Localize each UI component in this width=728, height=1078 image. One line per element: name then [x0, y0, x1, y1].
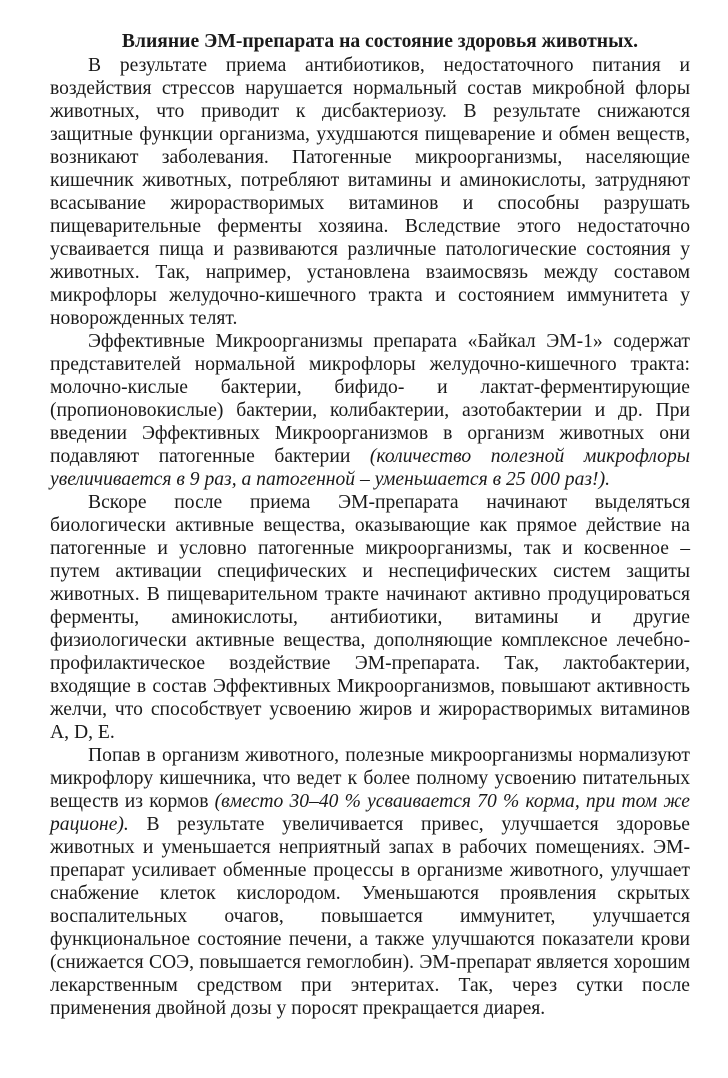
paragraph-text: В результате приема антибиотиков, недостаточного питания и воздействия стрессов нарушается нормальный состав микробной флоры животных, что приводит к дисбактериозу. В результате снижаются защитные функции организма, ухудшаются пищеварение и обмен веществ, возникают заболевания. Патогенные микроорганизмы, населяющие кишечник животных, потребляют витамины и аминокислоты, затрудняют всасывание жирорастворимых витаминов и способны разрушать пищеварительные ферменты хозяина. Вследствие этого недостаточно усваивается пища и развиваются различные патологические состояния у животных. Так, например, установлена взаимосвязь между составом микрофлоры желудочно-кишечного тракта и состоянием иммунитета у новорожденных телят.: [50, 55, 690, 329]
paragraph-text: Вскоре после приема ЭМ-препарата начинают выделяться биологически активные вещества, оказывающие как прямое действие на патогенные и условно патогенные микроорганизмы, так и косвенное – путем активации специфических и неспецифических систем защиты животных. В пищеварительном тракте начинают активно продуцироваться ферменты, аминокислоты, антибиотики, витамины и другие физиологически активные вещества, дополняющие комплексное лечебно-профилактическое воздействие ЭМ-препарата. Так, лактобактерии, входящие в состав Эффективных Микроорганизмов, повышают активность желчи, что способствует усвоению жиров и жирорастворимых витаминов А, D, Е.: [50, 492, 690, 743]
paragraph-emphasis: (вместо 30–40 % усваивается 70 % корма, при том же рационе).: [50, 791, 691, 835]
paragraph-microflora-normalization: [50, 744, 690, 1020]
paragraph-text: Попав в организм животного, полезные микроорганизмы нормализуют микрофлору кишечника, что ведет к более полному усвоению питательных веществ из кормов: [50, 745, 690, 812]
paragraph-dysbacteriosis: [50, 54, 690, 330]
paragraph-biologically-active: [50, 491, 690, 744]
paragraph-text-continued: В результате увеличивается привес, улучшается здоровье животных и уменьшается неприятный запах в рабочих помещениях. ЭМ-препарат усиливает обменные процессы в организме животного, улучшает снабжение клеток кислородом. Уменьшаются проявления скрытых воспалительных очагов, повышается иммунитет, улучшается функциональное состояние печени, а также улучшаются показатели крови (снижается СОЭ, повышается гемоглобин). ЭМ-препарат является хорошим лекарственным средством при энтеритах. Так, через сутки после применения двойной дозы у поросят прекращается диарея.: [50, 814, 690, 1019]
document-page: [50, 30, 690, 1020]
paragraph-baikal-em1: [50, 330, 690, 491]
paragraph-text: Эффективные Микроорганизмы препарата «Байкал ЭМ-1» содержат представителей нормальной микрофлоры желудочно-кишечного тракта: молочно-кислые бактерии, бифидо- и лактат-ферментирующие (пропионовокислые) бактерии, колибактерии, азотобактерии и др. При введении Эффективных Микроорганизмов в организм животных они подавляют патогенные бактерии: [50, 331, 690, 467]
section-heading: Влияние ЭМ-препарата на состояние здоровья животных.: [121, 31, 639, 52]
paragraph-emphasis: (количество полезной микрофлоры увеличивается в 9 раз, а патогенной – уменьшается в 25 000 раз!).: [50, 446, 691, 490]
